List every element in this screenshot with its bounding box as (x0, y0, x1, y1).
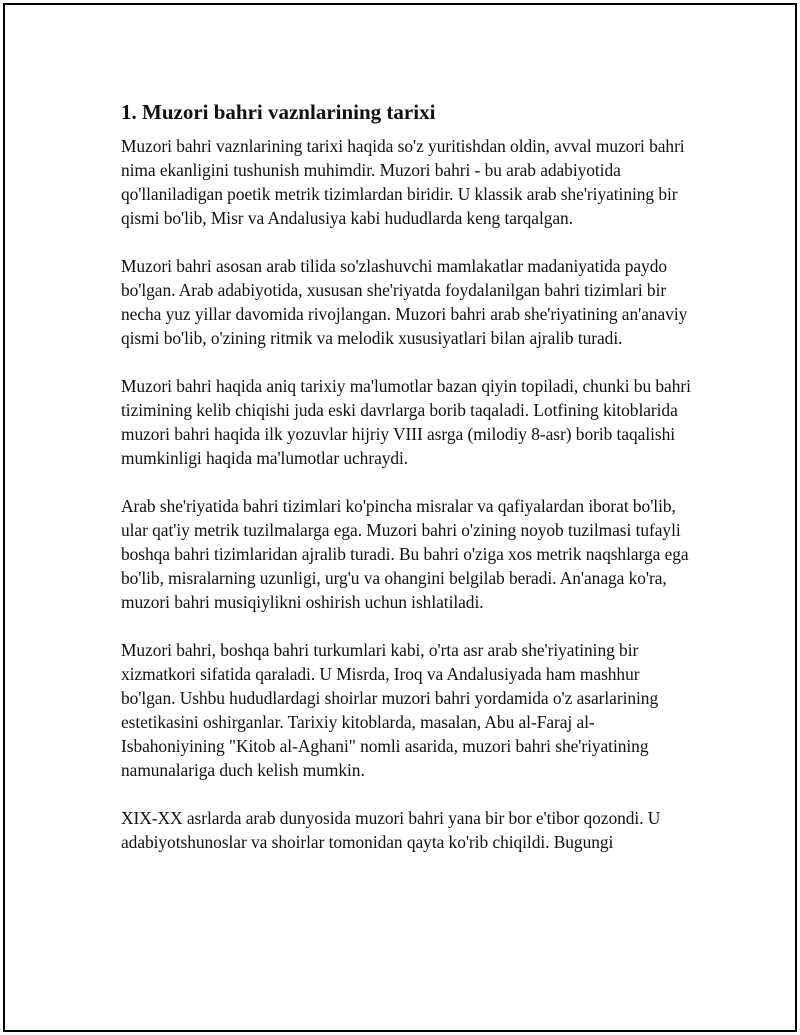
paragraph-1: Muzori bahri vaznlarining tarixi haqida so'z yuritishdan oldin, avval muzori bahri nima ekanligini tushunish muhimdir. Muzori bahri - bu arab adabiyotida qo'llaniladigan poetik metrik tizimlardan biridir. U klassik arab she'riyatining bir qismi bo'lib, Misr va Andalusiya kabi hududlarda keng tarqalgan. (121, 136, 685, 228)
paragraph-5: Muzori bahri, boshqa bahri turkumlari kabi, o'rta asr arab she'riyatining bir xizmatkori sifatida qaraladi. U Misrda, Iroq va Andalusiyada ham mashhur bo'lgan. Ushbu hududlardagi shoirlar muzori bahri yordamida o'z asarlarining estetikasini oshirganlar. Tarixiy kitoblarda, masalan, Abu al-Faraj al-Isbahoniyining "Kitob al-Aghani" nomli asarida, muzori bahri she'riyatining namunalariga duch kelish mumkin. (121, 640, 659, 780)
page-frame (3, 3, 797, 1032)
paragraph-4: Arab she'riyatida bahri tizimlari ko'pincha misralar va qafiyalardan iborat bo'lib, ular qat'iy metrik tuzilmalarga ega. Muzori bahri o'zining noyob tuzilmasi tufayli boshqa bahri tizimlaridan ajralib turadi. Bu bahri o'ziga xos metrik naqshlarga ega bo'lib, misralarning uzunligi, urg'u va ohangini belgilab beradi. An'anaga ko'ra, muzori bahri musiqiylikni oshirish uchun ishlatiladi. (121, 496, 689, 612)
paragraph-6: XIX-XX asrlarda arab dunyosida muzori bahri yana bir bor e'tibor qozondi. U adabiyotshunoslar va shoirlar tomonidan qayta ko'rib chiqildi. Bugungi (121, 808, 661, 852)
paragraph-2: Muzori bahri asosan arab tilida so'zlashuvchi mamlakatlar madaniyatida paydo bo'lgan. Arab adabiyotida, xususan she'riyatda foydalanilgan bahri tizimlari bir necha yuz yillar davomida rivojlangan. Muzori bahri arab she'riyatining an'anaviy qismi bo'lib, o'zining ritmik va melodik xususiyatlari bilan ajralib turadi. (121, 256, 688, 348)
document-body (121, 99, 691, 878)
section-heading: 1. Muzori bahri vaznlarining tarixi (121, 100, 436, 124)
paragraph-3: Muzori bahri haqida aniq tarixiy ma'lumotlar bazan qiyin topiladi, chunki bu bahri tizimining kelib chiqishi juda eski davrlarga borib taqaladi. Lotfining kitoblarida muzori bahri haqida ilk yozuvlar hijriy VIII asrga (milodiy 8-asr) borib taqalishi mumkinligi haqida ma'lumotlar uchraydi. (121, 376, 691, 468)
